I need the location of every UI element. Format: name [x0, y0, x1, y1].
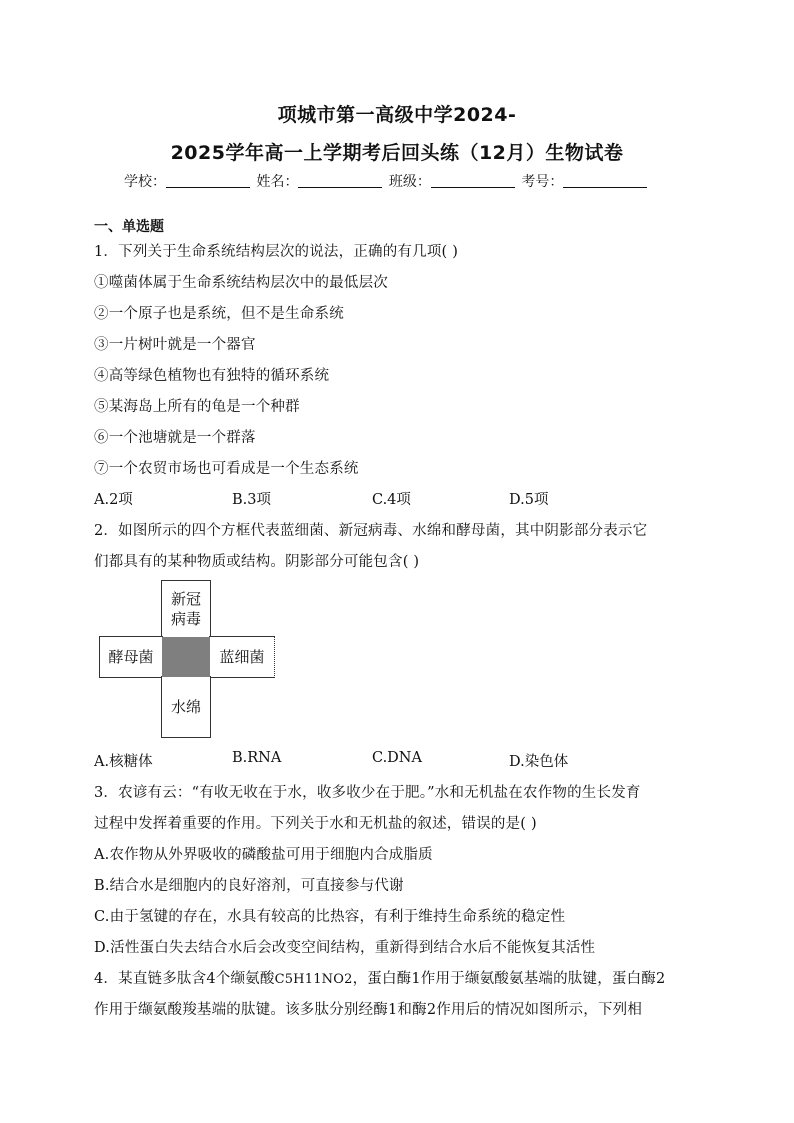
box-spirogyra	[161, 676, 211, 738]
exam-title-line2: 2025学年高一上学期考后回头练（12月）生物试卷	[170, 142, 624, 164]
q1-option-a[interactable]: A.2项	[94, 492, 133, 508]
q1-item: ④高等绿色植物也有独特的循环系统	[94, 368, 330, 384]
q1-option-b[interactable]: B.3项	[232, 492, 271, 508]
name-blank[interactable]	[298, 173, 382, 188]
q3-option-d[interactable]: D.活性蛋白失去结合水后会改变空间结构，重新得到结合水后不能恢复其活性	[94, 940, 596, 956]
q2-option-a[interactable]: A.核糖体	[94, 754, 153, 770]
q1-option-d[interactable]: D.5项	[509, 492, 549, 508]
q2-option-d[interactable]: D.染色体	[509, 754, 569, 770]
shaded-overlap	[162, 637, 210, 677]
q4-stem-line2: 作用于缬氨酸羧基端的肽键。该多肽分别经酶1和酶2作用后的情况如图所示，下列相	[94, 1002, 643, 1018]
school-blank[interactable]	[166, 173, 250, 188]
school-label: 学校：	[124, 174, 166, 190]
class-blank[interactable]	[431, 173, 515, 188]
box-spirogyra-label: 水绵	[170, 698, 201, 716]
q3-stem-line2: 过程中发挥着重要的作用。下列关于水和无机盐的叙述，错误的是( )	[94, 816, 537, 832]
four-boxes-diagram	[99, 580, 279, 740]
box-virus-label: 新冠病毒	[170, 590, 201, 628]
q3-option-a[interactable]: A.农作物从外界吸收的磷酸盐可用于细胞内合成脂质	[94, 847, 433, 863]
q1-option-c[interactable]: C.4项	[372, 492, 411, 508]
q1-stem: 1．下列关于生命系统结构层次的说法，正确的有几项( )	[94, 244, 459, 260]
name-label: 姓名：	[256, 174, 299, 190]
q1-item: ⑤某海岛上所有的龟是一个种群	[94, 399, 300, 415]
exam-number-label: 考号：	[521, 174, 564, 190]
box-yeast-label: 酵母菌	[108, 648, 154, 666]
q1-item: ②一个原子也是系统，但不是生命系统	[94, 306, 344, 322]
q1-item: ③一片树叶就是一个器官	[94, 337, 256, 353]
q1-item: ⑦一个农贸市场也可看成是一个生态系统	[94, 461, 359, 477]
student-info-row	[124, 171, 649, 191]
q3-option-b[interactable]: B.结合水是细胞内的良好溶剂，可直接参与代谢	[94, 878, 404, 894]
class-label: 班级：	[388, 174, 431, 190]
exam-title-line1: 项城市第一高级中学2024-	[277, 104, 517, 126]
q4-stem-line1	[94, 967, 665, 988]
q3-stem-line1: 3．农谚有云：“有收无收在于水，收多收少在于肥。”水和无机盐在农作物的生长发育	[94, 785, 641, 801]
q2-option-c[interactable]: C.DNA	[372, 750, 422, 766]
box-virus	[161, 580, 211, 638]
q2-stem-line2: 们都具有的某种物质或结构。阴影部分可能包含( )	[94, 554, 420, 570]
q3-option-c[interactable]: C.由于氢键的存在，水具有较高的比热容，有利于维持生命系统的稳定性	[94, 909, 566, 925]
section-heading: 一、单选题	[94, 219, 164, 235]
q2-option-b[interactable]: B.RNA	[232, 750, 282, 766]
q1-item: ⑥一个池塘就是一个群落	[94, 430, 256, 446]
q1-item: ①噬菌体属于生命系统结构层次中的最低层次	[94, 275, 388, 291]
q4-stem-part2: ，蛋白酶1作用于缬氨酸氨基端的肽键，蛋白酶2	[352, 971, 666, 987]
q2-stem-line1: 2．如图所示的四个方框代表蓝细菌、新冠病毒、水绵和酵母菌，其中阴影部分表示它	[94, 523, 648, 539]
q4-formula: C5H11NO2	[274, 972, 353, 987]
box-cyanobacteria-label: 蓝细菌	[219, 648, 265, 666]
exam-number-blank[interactable]	[563, 173, 647, 188]
box-cyanobacteria	[209, 636, 275, 678]
box-yeast	[99, 636, 163, 678]
q4-stem-part1: 4．某直链多肽含4个缬氨酸	[94, 971, 275, 987]
